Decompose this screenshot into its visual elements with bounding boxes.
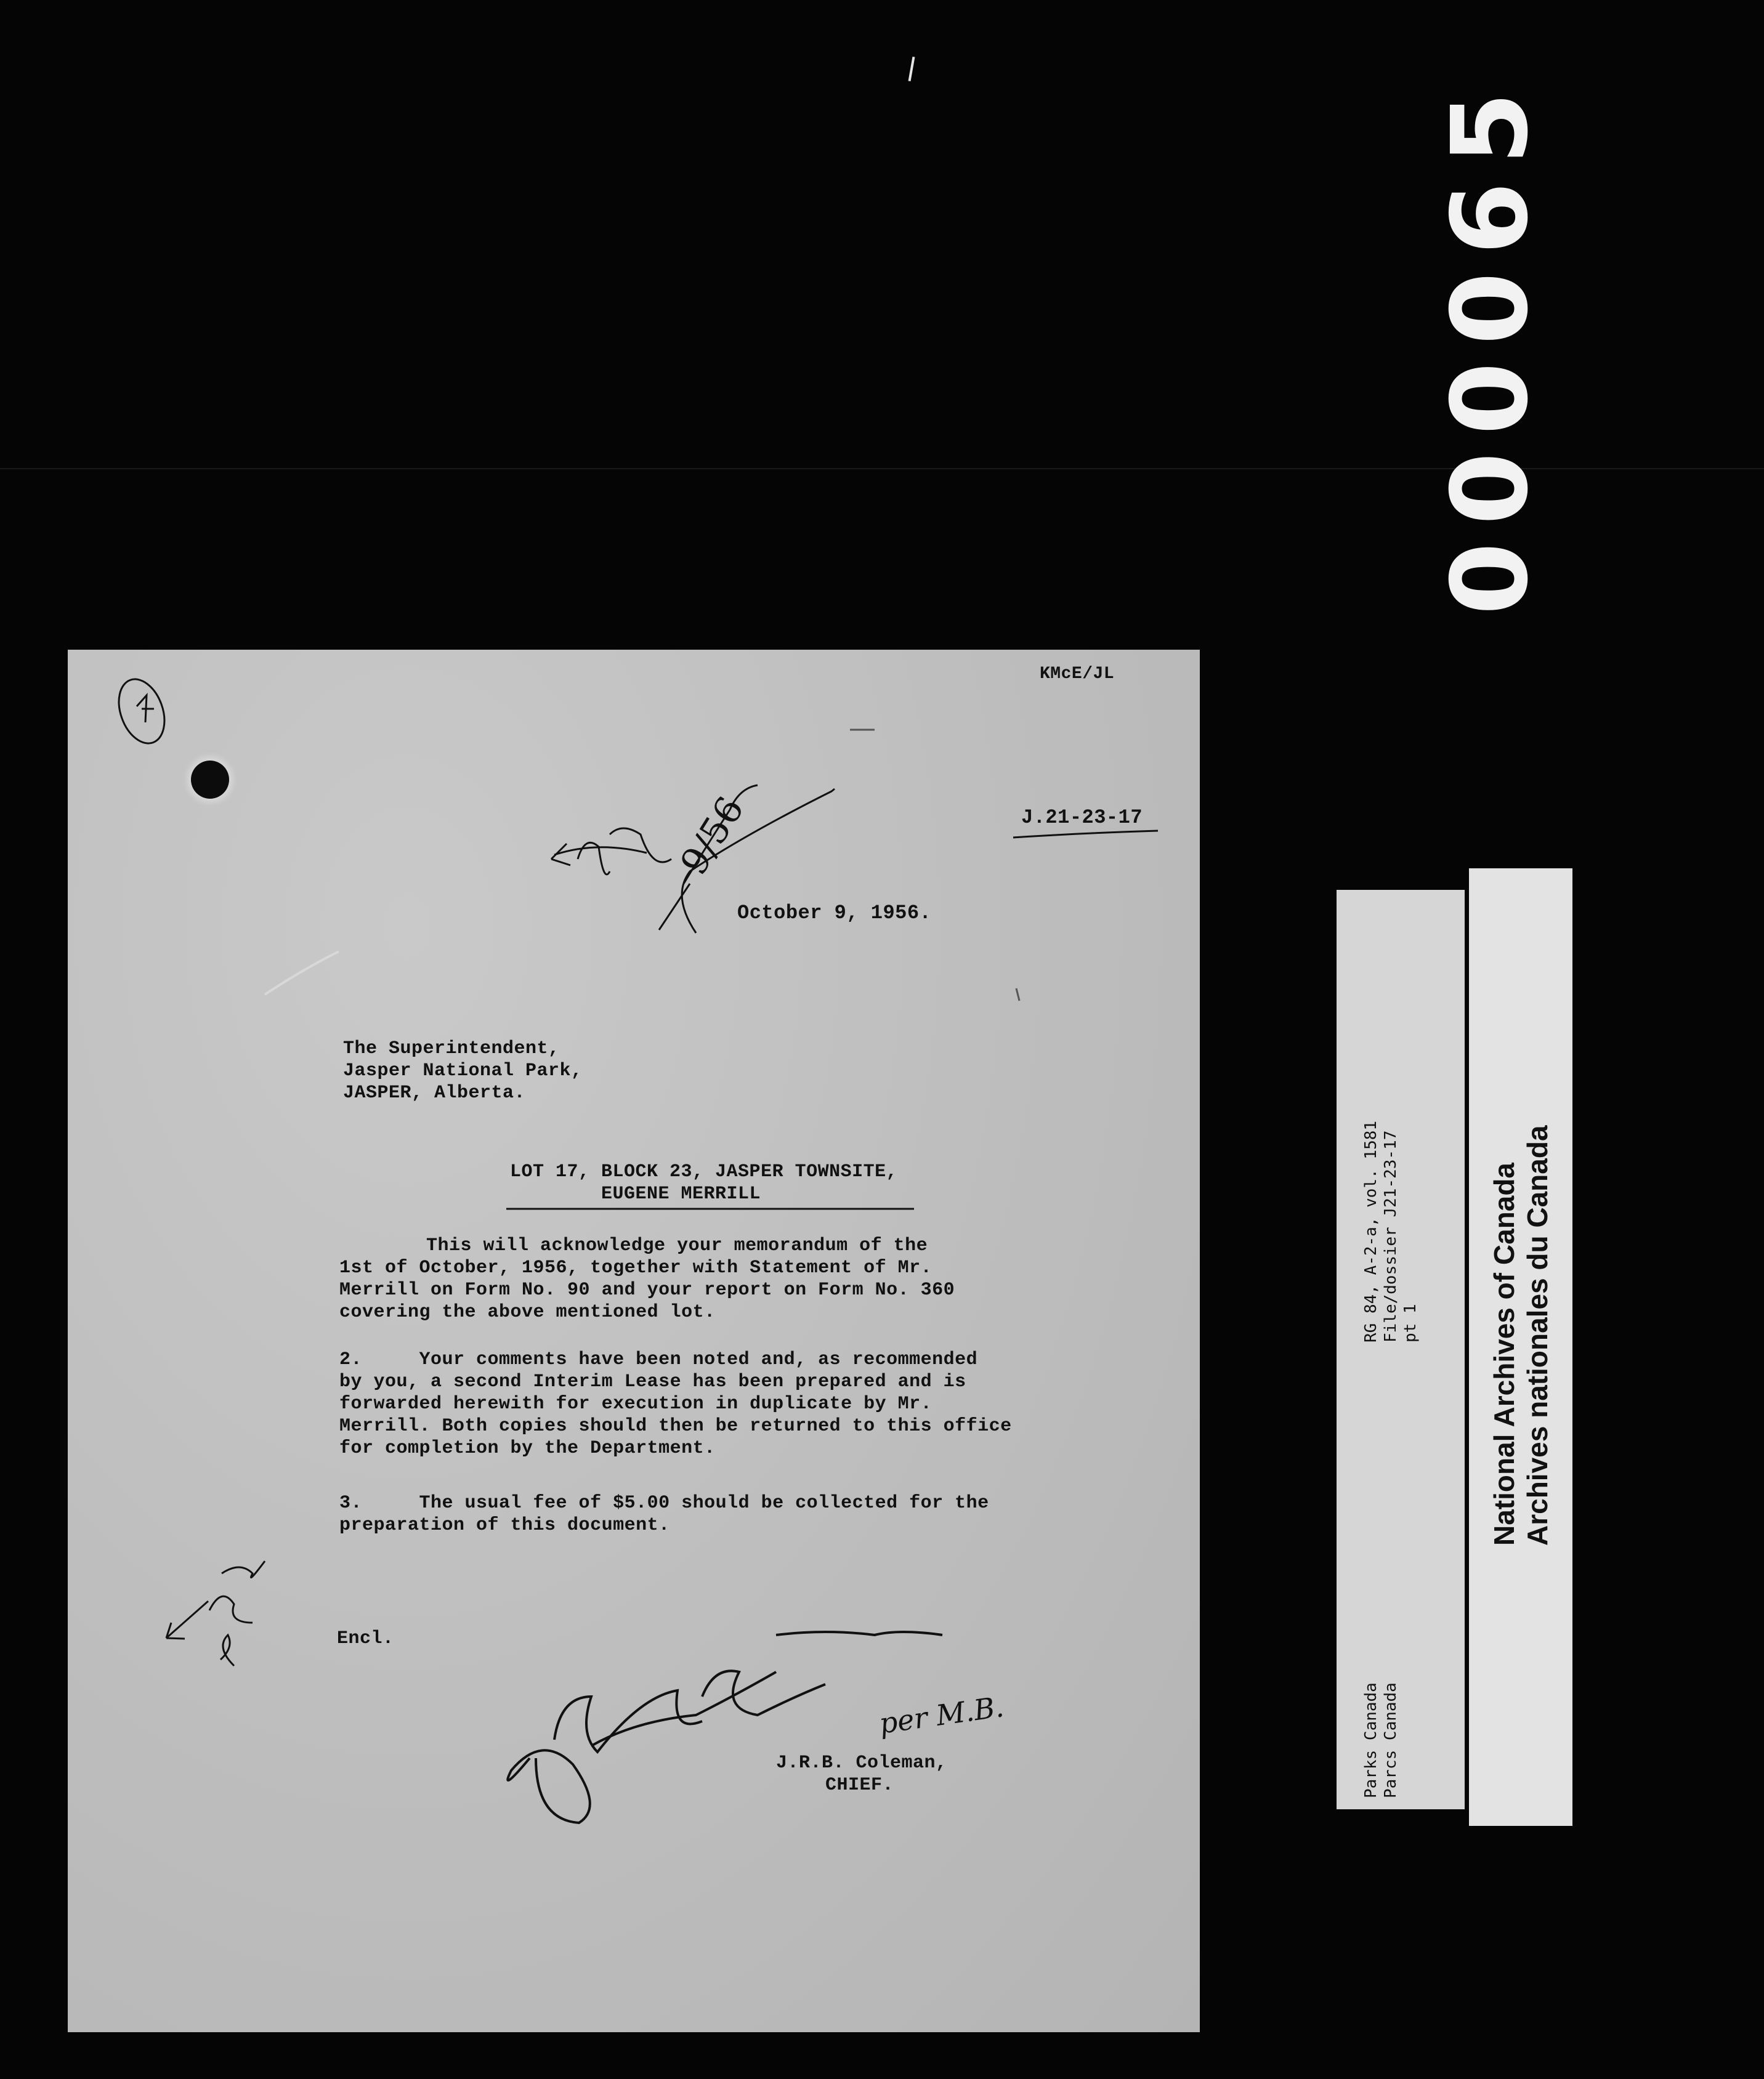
archive-reference-label xyxy=(1337,890,1465,1809)
archive-reference-line: File/dossier J21-23-17 xyxy=(1382,1130,1400,1342)
typist-initials: KMcE/JL xyxy=(1040,664,1115,684)
paragraph-1-line: This will acknowledge your memorandum of the xyxy=(426,1235,928,1256)
institution-name-line: Archives nationales du Canada xyxy=(1521,1125,1553,1546)
signature-icon xyxy=(508,1632,942,1823)
film-tick-mark xyxy=(908,57,915,81)
handwriting-layer xyxy=(68,650,1200,2032)
enclosure-note: Encl. xyxy=(337,1628,394,1649)
paragraph-2-line: forwarded herewith for execution in duplicate by Mr. xyxy=(339,1394,933,1415)
address-line: The Superintendent, xyxy=(343,1038,560,1059)
agency-name-line: Parks Canada xyxy=(1362,1682,1380,1798)
address-line: JASPER, Alberta. xyxy=(343,1083,526,1104)
paragraph-3-line: preparation of this document. xyxy=(339,1515,670,1536)
address-line: Jasper National Park, xyxy=(343,1060,583,1081)
archive-reference-line: pt 1 xyxy=(1401,1304,1420,1342)
paragraph-3-line: 3. The usual fee of $5.00 should be collected for the xyxy=(339,1493,989,1514)
paragraph-2-line: for completion by the Department. xyxy=(339,1438,716,1459)
paragraph-2-line: by you, a second Interim Lease has been prepared and is xyxy=(339,1371,966,1392)
subject-name: EUGENE MERRILL xyxy=(601,1184,761,1205)
paper-scratch xyxy=(1016,988,1019,1001)
signatory-name: J.R.B. Coleman, xyxy=(776,1753,947,1774)
letter-page xyxy=(68,650,1200,2032)
signatory-title: CHIEF. xyxy=(825,1775,894,1796)
archive-reference xyxy=(1361,1121,1420,1342)
institution-name xyxy=(1487,1125,1554,1546)
paragraph-2-line: Merrill. Both copies should then be returned to this office xyxy=(339,1416,1012,1437)
paragraph-1-line: 1st of October, 1956, together with Statement of Mr. xyxy=(339,1257,933,1278)
frame-number-text: 000065 xyxy=(1430,75,1552,615)
handwritten-per: per M.B. xyxy=(877,1690,1006,1740)
institution-name-line: National Archives of Canada xyxy=(1488,1162,1520,1546)
agency-name-line: Parcs Canada xyxy=(1382,1682,1400,1798)
archive-reference-line: RG 84, A-2-a, vol. 1581 xyxy=(1362,1120,1380,1342)
file-number: J.21-23-17 xyxy=(1021,806,1143,829)
file-number-underline xyxy=(1013,831,1158,838)
paper-streak xyxy=(265,951,339,995)
paragraph-1-line: Merrill on Form No. 90 and your report on Form No. 360 xyxy=(339,1280,955,1301)
archive-institution-label xyxy=(1469,868,1572,1826)
frame-number xyxy=(1430,43,1552,647)
paragraph-2-line: 2. Your comments have been noted and, as recommended xyxy=(339,1349,978,1370)
handwritten-date: 9/56 xyxy=(672,789,753,882)
circled-file-mark-icon xyxy=(111,673,173,750)
subject-line: LOT 17, BLOCK 23, JASPER TOWNSITE, xyxy=(510,1161,898,1182)
letter-date: October 9, 1956. xyxy=(737,902,932,924)
paragraph-1-line: covering the above mentioned lot. xyxy=(339,1302,716,1323)
agency-name xyxy=(1361,1682,1401,1798)
routing-initials-icon xyxy=(166,1561,265,1666)
